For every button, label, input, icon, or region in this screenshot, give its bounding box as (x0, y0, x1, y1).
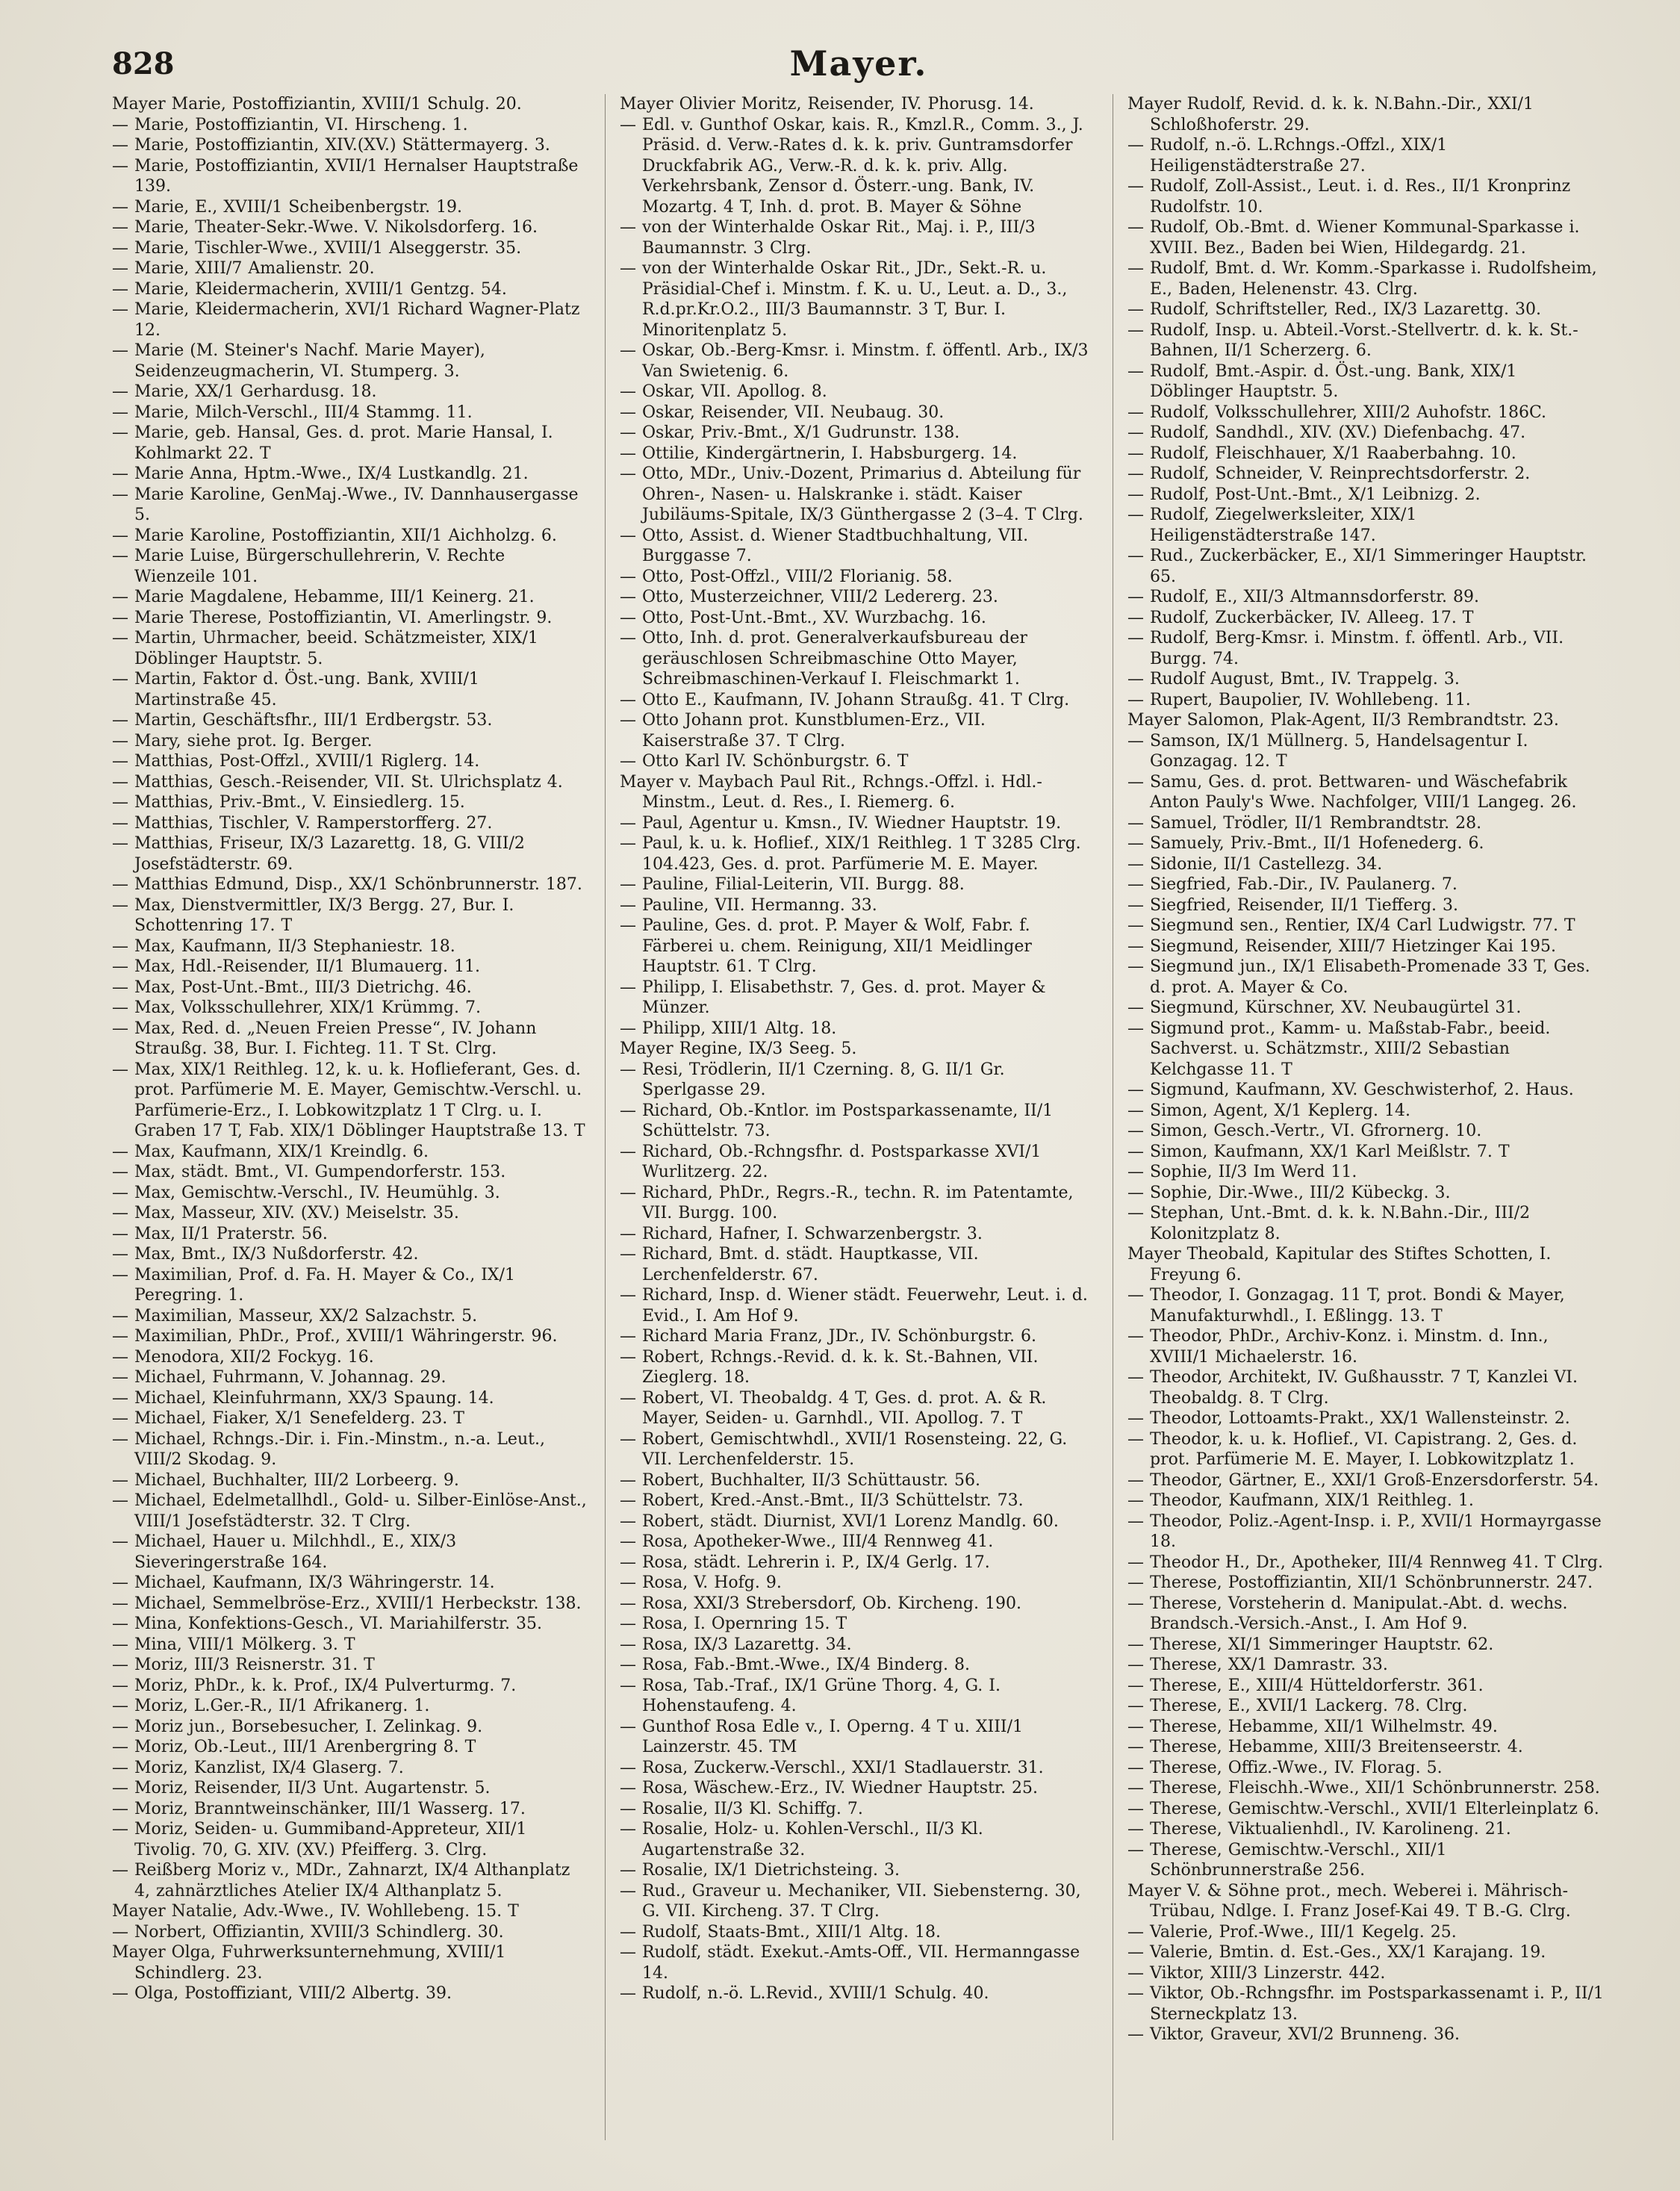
directory-entry: — Theodor, Architekt, IV. Gußhausstr. 7 T, Kanzlei VI. Theobaldg. 8. T Clrg. (1127, 1368, 1578, 1408)
directory-entry: — Rosa, V. Hofg. 9. (620, 1573, 782, 1592)
directory-entry: — Otto Johann prot. Kunstblumen-Erz., VII. Kaiserstraße 37. T Clrg. (620, 711, 986, 750)
directory-entry: — Max, Masseur, XIV. (XV.) Meiselstr. 35. (112, 1204, 459, 1222)
directory-entry: Mayer V. & Söhne prot., mech. Weberei i. Mährisch-Trübau, Ndlge. I. Franz Josef-Kai 49. T B.-G. Clrg. (1127, 1881, 1571, 1921)
directory-entry: — Paul, Agentur u. Kmsn., IV. Wiedner Hauptstr. 19. (620, 813, 1062, 833)
directory-entry: — Rudolf, n.-ö. L.Revid., XVIII/1 Schulg. 40. (620, 1984, 989, 2003)
directory-entry: — Robert, VI. Theobaldg. 4 T, Ges. d. prot. A. & R. Mayer, Seiden- u. Garnhdl., VII. Apollog. 7. T (620, 1388, 1047, 1428)
directory-entry: — Stephan, Unt.-Bmt. d. k. k. N.Bahn.-Dir., III/2 Kolonitzplatz 8. (1127, 1204, 1531, 1243)
directory-entry: — Sigmund prot., Kamm- u. Maßstab-Fabr., beeid. Sachverst. u. Schätzmstr., XIII/2 Sebastian Kelchgasse 11. T (1127, 1019, 1551, 1079)
directory-entry: — Oskar, Reisender, VII. Neubaug. 30. (620, 403, 945, 422)
directory-entry: — Theodor, I. Gonzagag. 11 T, prot. Bondi & Mayer, Manufakturwhdl., I. Eßlingg. 13. T (1127, 1286, 1565, 1326)
page-header (112, 42, 1605, 87)
directory-entry: — Therese, Hebamme, XIII/3 Breitenseerstr. 4. (1127, 1738, 1523, 1756)
directory-entry: — Otto, Post-Offzl., VIII/2 Florianig. 58. (620, 567, 953, 586)
directory-entry: — Therese, Offiz.-Wwe., IV. Florag. 5. (1127, 1758, 1443, 1777)
directory-entry: — Matthias, Priv.-Bmt., V. Einsiedlerg. 15. (112, 793, 465, 812)
directory-entry: — Marie, Theater-Sekr.-Wwe. V. Nikolsdorferg. 16. (112, 218, 538, 237)
directory-entry: — Pauline, Ges. d. prot. P. Mayer & Wolf, Fabr. f. Färberei u. chem. Reinigung, XII/1 Meidlinger Hauptstr. 61. T Clrg. (620, 916, 1032, 976)
directory-entry: — Max, II/1 Praterstr. 56. (112, 1224, 328, 1243)
directory-entry: — Rudolf, Zoll-Assist., Leut. i. d. Res., II/1 Kronprinz Rudolfstr. 10. (1127, 177, 1571, 217)
directory-entry: — Maximilian, Prof. d. Fa. H. Mayer & Co., IX/1 Peregring. 1. (112, 1265, 515, 1305)
directory-entry: — Rudolf, städt. Exekut.-Amts-Off., VII. Hermanngasse 14. (620, 1943, 1080, 1983)
directory-entry: — Marie Therese, Postoffiziantin, VI. Amerlingstr. 9. (112, 608, 553, 627)
directory-entry: — Robert, Buchhalter, II/3 Schüttaustr. 56. (620, 1470, 981, 1490)
directory-entry: — Marie Karoline, GenMaj.-Wwe., IV. Dannhausergasse 5. (112, 485, 579, 524)
directory-entry: — Philipp, I. Elisabethstr. 7, Ges. d. prot. Mayer & Münzer. (620, 978, 1046, 1017)
directory-entry: — Theodor H., Dr., Apotheker, III/4 Rennweg 41. T Clrg. (1127, 1553, 1603, 1572)
directory-entry: — Michael, Fiaker, X/1 Senefelderg. 23. T (112, 1409, 464, 1428)
directory-entry: — Max, Gemischtw.-Verschl., IV. Heumühlg. 3. (112, 1183, 500, 1202)
directory-entry: — Sigmund, Kaufmann, XV. Geschwisterhof, 2. Haus. (1127, 1081, 1574, 1099)
directory-entry: — Michael, Semmelbröse-Erz., XVIII/1 Herbeckstr. 138. (112, 1594, 582, 1613)
directory-entry: — Rudolf, Schriftsteller, Red., IX/3 Lazarettg. 30. (1127, 300, 1541, 319)
directory-entry: — Moriz, L.Ger.-R., II/1 Afrikanerg. 1. (112, 1697, 430, 1715)
directory-entry: — Mary, siehe prot. Ig. Berger. (112, 731, 373, 750)
directory-entry: — Theodor, PhDr., Archiv-Konz. i. Minstm. d. Inn., XVIII/1 Michaelerstr. 16. (1127, 1327, 1549, 1367)
directory-entry: — Olga, Postoffiziant, VIII/2 Albertg. 39. (112, 1984, 452, 2003)
directory-entry: — Martin, Uhrmacher, beeid. Schätzmeister, XIX/1 Döblinger Hauptstr. 5. (112, 629, 538, 668)
directory-entry: — Rudolf, Schneider, V. Reinprechtsdorferstr. 2. (1127, 464, 1531, 483)
directory-entry: — von der Winterhalde Oskar Rit., JDr., Sekt.-R. u. Präsidial-Chef i. Minstm. f. K. u. U., Leut. a. D., 3., R.d.pr.Kr.O.2., III/3 Baumannstr. 3 T, Bur. I. Minoritenplatz 5. (620, 259, 1068, 340)
directory-entry: — Marie, Kleidermacherin, XVIII/1 Gentzg. 54. (112, 279, 507, 299)
directory-entry: — Rosa, IX/3 Lazarettg. 34. (620, 1635, 852, 1654)
directory-entry: — Mina, VIII/1 Mölkerg. 3. T (112, 1635, 355, 1654)
directory-entry: — Michael, Rchngs.-Dir. i. Fin.-Minstm., n.-a. Leut., VIII/2 Skodag. 9. (112, 1429, 545, 1469)
directory-entry: — Rud., Zuckerbäcker, E., XI/1 Simmeringer Hauptstr. 65. (1127, 547, 1587, 586)
directory-entry: — Simon, Kaufmann, XX/1 Karl Meißlstr. 7. T (1127, 1142, 1510, 1161)
directory-entry: — Moriz, Branntweinschänker, III/1 Wasserg. 17. (112, 1799, 526, 1818)
directory-entry: — Samuely, Priv.-Bmt., II/1 Hofenederg. 6. (1127, 834, 1484, 853)
directory-entry: — Marie Luise, Bürgerschullehrerin, V. Rechte Wienzeile 101. (112, 547, 505, 586)
directory-entry: — Pauline, Filial-Leiterin, VII. Burgg. 88. (620, 875, 965, 894)
directory-entry: — Therese, Gemischtw.-Verschl., XII/1 Schönbrunnerstraße 256. (1127, 1840, 1447, 1880)
directory-entry: — Rosa, Wäschew.-Erz., IV. Wiedner Hauptstr. 25. (620, 1779, 1038, 1797)
directory-entry: — Rosa, Zuckerw.-Verschl., XXI/1 Stadlauerstr. 31. (620, 1758, 1044, 1777)
entry-columns (112, 94, 1605, 2140)
directory-entry: — Rudolf, Staats-Bmt., XIII/1 Altg. 18. (620, 1922, 941, 1942)
directory-entry: — Marie, XX/1 Gerhardusg. 18. (112, 382, 377, 401)
directory-entry: — Rud., Graveur u. Mechaniker, VII. Siebensterng. 30, G. VII. Kircheng. 37. T Clrg. (620, 1881, 1081, 1921)
directory-entry: Mayer Rudolf, Revid. d. k. k. N.Bahn.-Dir., XXI/1 Schloßhoferstr. 29. (1127, 95, 1534, 134)
directory-entry: — Max, Bmt., IX/3 Nußdorferstr. 42. (112, 1245, 419, 1264)
directory-entry: — Siegmund, Reisender, XIII/7 Hietzinger Kai 195. (1127, 936, 1556, 956)
directory-entry: Mayer Marie, Postoffiziantin, XVIII/1 Schulg. 20. (112, 95, 522, 114)
directory-entry: — Marie, Tischler-Wwe., XVIII/1 Alseggerstr. 35. (112, 238, 522, 258)
directory-entry: — Marie Karoline, Postoffiziantin, XII/1 Aichholzg. 6. (112, 526, 557, 545)
directory-entry: — Rudolf, Zuckerbäcker, IV. Alleeg. 17. T (1127, 608, 1474, 627)
directory-entry: — Simon, Gesch.-Vertr., VI. Gfrornerg. 10. (1127, 1122, 1482, 1140)
directory-entry: — Siegfried, Reisender, II/1 Tiefferg. 3. (1127, 895, 1459, 915)
directory-entry: — Moriz, PhDr., k. k. Prof., IX/4 Pulverturmg. 7. (112, 1676, 517, 1695)
directory-entry: — Marie (M. Steiner's Nachf. Marie Mayer), Seidenzeugmacherin, VI. Stumperg. 3. (112, 341, 485, 381)
directory-entry: — Rosa, Tab.-Traf., IX/1 Grüne Thorg. 4, G. I. Hohenstaufeng. 4. (620, 1676, 1001, 1715)
directory-entry: — Samson, IX/1 Müllnerg. 5, Handelsagentur I. Gonzagag. 12. T (1127, 731, 1528, 771)
directory-entry: — Gunthof Rosa Edle v., I. Operng. 4 T u. XIII/1 Lainzerstr. 45. TM (620, 1717, 1024, 1756)
directory-entry: — Rudolf, Bmt. d. Wr. Komm.-Sparkasse i. Rudolfsheim, E., Baden, Helenenstr. 43. Clrg. (1127, 259, 1597, 299)
directory-entry: — Martin, Geschäftsfhr., III/1 Erdbergstr. 53. (112, 711, 493, 730)
directory-entry: — Robert, Kred.-Anst.-Bmt., II/3 Schüttelstr. 73. (620, 1491, 1024, 1510)
directory-entry: — Max, Hdl.-Reisender, II/1 Blumauerg. 11. (112, 957, 480, 976)
directory-entry: — Richard, Ob.-Rchngsfhr. d. Postsparkasse XVI/1 Wurlitzerg. 22. (620, 1142, 1042, 1181)
column-divider (605, 94, 606, 2140)
directory-entry: Mayer Theobald, Kapitular des Stiftes Schotten, I. Freyung 6. (1127, 1245, 1552, 1284)
directory-entry: — Otto, Inh. d. prot. Generalverkaufsbureau der geräuschlosen Schreibmaschine Otto Mayer, Schreibmaschinen-Verkauf I. Fleischmarkt 1. (620, 629, 1027, 689)
directory-entry: — Max, Red. d. „Neuen Freien Presse“, IV. Johann Straußg. 38, Bur. I. Fichteg. 11. T St. Clrg. (112, 1019, 537, 1058)
directory-entry: — Maximilian, Masseur, XX/2 Salzachstr. 5. (112, 1306, 478, 1326)
directory-entry: — Oskar, Ob.-Berg-Kmsr. i. Minstm. f. öffentl. Arb., IX/3 Van Swietenig. 6. (620, 341, 1089, 381)
directory-entry: — Marie, Kleidermacherin, XVI/1 Richard Wagner-Platz 12. (112, 300, 580, 340)
directory-entry: — Max, städt. Bmt., VI. Gumpendorferstr. 153. (112, 1163, 506, 1181)
directory-entry: — Otto, MDr., Univ.-Dozent, Primarius d. Abteilung für Ohren-, Nasen- u. Halskranke i. städt. Kaiser Jubiläums-Spitale, IX/3 Günthergasse 2 (3–4. T Clrg. (620, 464, 1083, 524)
directory-entry: — Siegmund sen., Rentier, IX/4 Carl Ludwigstr. 77. T (1127, 916, 1575, 935)
directory-entry: — Richard, PhDr., Regrs.-R., techn. R. im Patentamte, VII. Burgg. 100. (620, 1183, 1074, 1222)
directory-entry: — Resi, Trödlerin, II/1 Czerning. 8, G. II/1 Gr. Sperlgasse 29. (620, 1060, 1005, 1099)
directory-entry: — Max, Dienstvermittler, IX/3 Bergg. 27, Bur. I. Schottenring 17. T (112, 895, 514, 935)
directory-entry: — Marie Anna, Hptm.-Wwe., IX/4 Lustkandlg. 21. (112, 464, 529, 483)
directory-entry: — Moriz, Kanzlist, IX/4 Glaserg. 7. (112, 1758, 404, 1777)
directory-entry: — Rudolf, Post-Unt.-Bmt., X/1 Leibnizg. 2. (1127, 485, 1481, 504)
directory-entry: — Norbert, Offiziantin, XVIII/3 Schindlerg. 30. (112, 1922, 504, 1942)
directory-entry: — Robert, städt. Diurnist, XVI/1 Lorenz Mandlg. 60. (620, 1511, 1059, 1531)
directory-entry: — Rudolf, E., XII/3 Altmannsdorferstr. 89. (1127, 588, 1480, 606)
directory-entry: — Edl. v. Gunthof Oskar, kais. R., Kmzl.R., Comm. 3., J. Präsid. d. Verw.-Rates d. k. k. priv. Guntramsdorfer Druckfabrik AG., Verw.-R. d. k. k. priv. Allg. Verkehrsbank, Zensor d. Österr.-ung. Bank, IV. Mozartg. 4 T, Inh. d. prot. B. Mayer & Söhne (620, 115, 1083, 217)
directory-entry: — Valerie, Prof.-Wwe., III/1 Kegelg. 25. (1127, 1922, 1457, 1942)
directory-entry: — Rudolf, Bmt.-Aspir. d. Öst.-ung. Bank, XIX/1 Döblinger Hauptstr. 5. (1127, 361, 1517, 401)
directory-entry: — Therese, XI/1 Simmeringer Hauptstr. 62. (1127, 1635, 1494, 1654)
directory-entry: — Richard, Insp. d. Wiener städt. Feuerwehr, Leut. i. d. Evid., I. Am Hof 9. (620, 1286, 1088, 1326)
directory-entry: — Rosalie, IX/1 Dietrichsteing. 3. (620, 1861, 900, 1880)
directory-entry: — Oskar, VII. Apollog. 8. (620, 382, 827, 401)
column-2 (620, 94, 1098, 2140)
directory-entry: — Rosa, Apotheker-Wwe., III/4 Rennweg 41. (620, 1532, 994, 1551)
directory-entry: — Michael, Fuhrmann, V. Johannag. 29. (112, 1368, 447, 1387)
directory-entry: — Marie, geb. Hansal, Ges. d. prot. Marie Hansal, I. Kohlmarkt 22. T (112, 423, 553, 463)
directory-entry: — Samuel, Trödler, II/1 Rembrandtstr. 28. (1127, 813, 1482, 833)
directory-entry: — Viktor, Graveur, XVI/2 Brunneng. 36. (1127, 2025, 1460, 2044)
directory-entry: — Rudolf, Insp. u. Abteil.-Vorst.-Stellvertr. d. k. k. St.-Bahnen, II/1 Scherzerg. 6. (1127, 320, 1578, 360)
directory-entry: — Rosa, XXI/3 Strebersdorf, Ob. Kircheng. 190. (620, 1594, 1021, 1613)
directory-entry: — Rupert, Baupolier, IV. Wohllebeng. 11. (1127, 690, 1471, 709)
directory-entry: — Matthias, Friseur, IX/3 Lazarettg. 18, G. VIII/2 Josefstädterstr. 69. (112, 834, 525, 874)
directory-entry: — Richard, Ob.-Kntlor. im Postsparkassenamte, II/1 Schüttelstr. 73. (620, 1101, 1054, 1140)
directory-entry: — Moriz, III/3 Reisnerstr. 31. T (112, 1656, 375, 1674)
directory-entry: — Moriz, Seiden- u. Gummiband-Appreteur, XII/1 Tivolig. 70, G. XIV. (XV.) Pfeifferg. 3. Clrg. (112, 1820, 527, 1859)
directory-entry: — Sidonie, II/1 Castellezg. 34. (1127, 854, 1383, 874)
directory-entry: — Therese, Gemischtw.-Verschl., XVII/1 Elterleinplatz 6. (1127, 1799, 1599, 1818)
directory-entry: — Therese, XX/1 Damrastr. 33. (1127, 1656, 1388, 1674)
directory-entry: — Therese, Viktualienhdl., IV. Karolineng. 21. (1127, 1820, 1511, 1839)
directory-entry: — Samu, Ges. d. prot. Bettwaren- und Wäschefabrik Anton Pauly's Wwe. Nachfolger, VIII/1 Langeg. 26. (1127, 772, 1577, 812)
directory-entry: — Max, Volksschullehrer, XIX/1 Krümmg. 7. (112, 998, 481, 1017)
directory-entry: — Otto, Assist. d. Wiener Stadtbuchhaltung, VII. Burggasse 7. (620, 526, 1029, 565)
directory-entry: — Michael, Hauer u. Milchhdl., E., XIX/3 Sieveringerstraße 164. (112, 1532, 457, 1572)
directory-entry: — Moriz jun., Borsebesucher, I. Zelinkag. 9. (112, 1717, 483, 1736)
directory-entry: — Michael, Buchhalter, III/2 Lorbeerg. 9. (112, 1470, 459, 1490)
directory-entry: — Matthias, Gesch.-Reisender, VII. St. Ulrichsplatz 4. (112, 772, 563, 792)
directory-entry: — Max, Post-Unt.-Bmt., III/3 Dietrichg. 46. (112, 978, 472, 997)
directory-entry: — Theodor, Lottoamts-Prakt., XX/1 Wallensteinstr. 2. (1127, 1409, 1570, 1428)
directory-entry: — Otto, Post-Unt.-Bmt., XV. Wurzbachg. 16. (620, 608, 986, 627)
directory-entry: — Siegmund, Kürschner, XV. Neubaugürtel 31. (1127, 998, 1522, 1017)
directory-entry: — Philipp, XIII/1 Altg. 18. (620, 1019, 837, 1038)
directory-entry: — Paul, k. u. k. Hoflief., XIX/1 Reithleg. 1 T 3285 Clrg. 104.423, Ges. d. prot. Parfümerie M. E. Mayer. (620, 834, 1081, 874)
directory-entry: — Siegfried, Fab.-Dir., IV. Paulanerg. 7. (1127, 875, 1457, 894)
directory-entry: — Therese, Hebamme, XII/1 Wilhelmstr. 49. (1127, 1717, 1498, 1736)
directory-entry: — Marie, Postoffiziantin, XIV.(XV.) Stättermayerg. 3. (112, 136, 550, 155)
directory-entry: — Robert, Rchngs.-Revid. d. k. k. St.-Bahnen, VII. Zieglerg. 18. (620, 1347, 1039, 1387)
directory-entry: — Menodora, XII/2 Fockyg. 16. (112, 1347, 374, 1367)
directory-entry: — Michael, Kaufmann, IX/3 Währingerstr. 14. (112, 1573, 495, 1592)
directory-entry: — Otto Karl IV. Schönburgstr. 6. T (620, 752, 909, 771)
directory-entry: — Moriz, Ob.-Leut., III/1 Arenbergring 8. T (112, 1738, 476, 1756)
directory-entry: — Rosa, Fab.-Bmt.-Wwe., IX/4 Binderg. 8. (620, 1656, 970, 1674)
directory-entry: — Sophie, II/3 Im Werd 11. (1127, 1163, 1357, 1181)
directory-entry: — Mina, Konfektions-Gesch., VI. Mariahilferstr. 35. (112, 1614, 542, 1633)
directory-entry: — Marie, XIII/7 Amalienstr. 20. (112, 259, 375, 278)
column-1 (112, 94, 590, 2140)
directory-entry: — Therese, E., XIII/4 Hütteldorferstr. 361. (1127, 1676, 1484, 1695)
directory-entry: — Therese, Vorsteherin d. Manipulat.-Abt. d. wechs. Brandsch.-Versich.-Anst., I. Am Hof 9. (1127, 1594, 1568, 1633)
directory-entry: — Marie Magdalene, Hebamme, III/1 Keinerg. 21. (112, 588, 535, 606)
directory-entry: — Max, Kaufmann, II/3 Stephaniestr. 18. (112, 936, 455, 956)
directory-entry: — Michael, Kleinfuhrmann, XX/3 Spaung. 14. (112, 1388, 494, 1408)
directory-entry: — Rudolf, Fleischhauer, X/1 Raaberbahng. 10. (1127, 444, 1516, 463)
directory-entry: — Otto E., Kaufmann, IV. Johann Straußg. 41. T Clrg. (620, 690, 1070, 709)
directory-entry: — Marie, Postoffiziantin, XVII/1 Hernalser Hauptstraße 139. (112, 156, 579, 196)
directory-entry: Mayer Regine, IX/3 Seeg. 5. (620, 1039, 857, 1058)
directory-entry: — Richard, Hafner, I. Schwarzenbergstr. 3. (620, 1224, 983, 1243)
directory-entry: — Simon, Agent, X/1 Keplerg. 14. (1127, 1101, 1410, 1120)
directory-entry: — Marie, Milch-Verschl., III/4 Stammg. 11. (112, 403, 473, 422)
directory-entry: — Max, Kaufmann, XIX/1 Kreindlg. 6. (112, 1142, 429, 1161)
directory-entry: — Theodor, Gärtner, E., XXI/1 Groß-Enzersdorferstr. 54. (1127, 1470, 1599, 1490)
directory-entry: — Therese, Postoffiziantin, XII/1 Schönbrunnerstr. 247. (1127, 1573, 1593, 1592)
directory-entry: — Matthias Edmund, Disp., XX/1 Schönbrunnerstr. 187. (112, 875, 582, 894)
directory-entry: — Valerie, Bmtin. d. Est.-Ges., XX/1 Karajang. 19. (1127, 1943, 1546, 1962)
directory-entry: — Max, XIX/1 Reithleg. 12, k. u. k. Hoflieferant, Ges. d. prot. Parfümerie M. E. Mayer, Gemischtw.-Verschl. u. Parfümerie-Erz., I. Lobkowitzplatz 1 T Clrg. u. I. Graben 17 T, Fab. XIX/1 Döblinger Hauptstraße 13. T (112, 1060, 585, 1140)
directory-entry: — Rosalie, Holz- u. Kohlen-Verschl., II/3 Kl. Augartenstraße 32. (620, 1820, 983, 1859)
directory-entry: — Moriz, Reisender, II/3 Unt. Augartenstr. 5. (112, 1779, 491, 1797)
directory-entry: — Marie, Postoffiziantin, VI. Hirscheng. 1. (112, 115, 468, 134)
directory-entry: Mayer Salomon, Plak-Agent, II/3 Rembrandtstr. 23. (1127, 711, 1559, 730)
directory-entry: — Therese, Fleischh.-Wwe., XII/1 Schönbrunnerstr. 258. (1127, 1779, 1600, 1797)
directory-entry: — Therese, E., XVII/1 Lackerg. 78. Clrg. (1127, 1697, 1468, 1715)
directory-entry: — Viktor, Ob.-Rchngsfhr. im Postsparkassenamt i. P., II/1 Sterneckplatz 13. (1127, 1984, 1604, 2024)
directory-entry: — Theodor, Kaufmann, XIX/1 Reithleg. 1. (1127, 1491, 1474, 1510)
directory-entry: — Oskar, Priv.-Bmt., X/1 Gudrunstr. 138. (620, 423, 960, 442)
page-number: 828 (112, 46, 175, 81)
directory-entry: Mayer v. Maybach Paul Rit., Rchngs.-Offzl. i. Hdl.-Minstm., Leut. d. Res., I. Riemerg. 6. (620, 772, 1042, 812)
directory-entry: — Sophie, Dir.-Wwe., III/2 Kübeckg. 3. (1127, 1183, 1451, 1202)
directory-entry: — Matthias, Tischler, V. Ramperstorfferg. 27. (112, 813, 493, 833)
directory-entry: — Ottilie, Kindergärtnerin, I. Habsburgerg. 14. (620, 444, 1018, 463)
directory-entry: — Rudolf, Ob.-Bmt. d. Wiener Kommunal-Sparkasse i. XVIII. Bez., Baden bei Wien, Hildegardg. 21. (1127, 218, 1580, 258)
directory-entry: — Martin, Faktor d. Öst.-ung. Bank, XVIII/1 Martinstraße 45. (112, 670, 479, 709)
directory-entry: — Michael, Edelmetallhdl., Gold- u. Silber-Einlöse-Anst., VIII/1 Josefstädterstr. 32. T Clrg. (112, 1491, 587, 1531)
directory-entry: — Matthias, Post-Offzl., XVIII/1 Riglerg. 14. (112, 752, 480, 771)
directory-entry: — Siegmund jun., IX/1 Elisabeth-Promenade 33 T, Ges. d. prot. A. Mayer & Co. (1127, 957, 1590, 997)
directory-entry: — Rudolf August, Bmt., IV. Trappelg. 3. (1127, 670, 1460, 689)
directory-entry: — Reißberg Moriz v., MDr., Zahnarzt, IX/4 Althanplatz 4, zahnärztliches Atelier IX/4 Althanplatz 5. (112, 1861, 570, 1901)
directory-entry: — Rudolf, Sandhdl., XIV. (XV.) Diefenbachg. 47. (1127, 423, 1526, 442)
directory-entry: — Robert, Gemischtwhdl., XVII/1 Rosensteing. 22, G. VII. Lerchenfelderstr. 15. (620, 1429, 1068, 1469)
column-3 (1127, 94, 1605, 2140)
directory-entry: — Maximilian, PhDr., Prof., XVIII/1 Währingerstr. 96. (112, 1327, 558, 1346)
directory-entry: — Richard, Bmt. d. städt. Hauptkasse, VII. Lerchenfelderstr. 67. (620, 1245, 979, 1284)
directory-entry: — Rudolf, Berg-Kmsr. i. Minstm. f. öffentl. Arb., VII. Burgg. 74. (1127, 629, 1564, 668)
directory-entry: — Pauline, VII. Hermanng. 33. (620, 895, 877, 915)
directory-entry: — Richard Maria Franz, JDr., IV. Schönburgstr. 6. (620, 1327, 1037, 1346)
directory-entry: — Rudolf, Ziegelwerksleiter, XIX/1 Heiligenstädterstraße 147. (1127, 506, 1417, 545)
directory-entry: — Viktor, XIII/3 Linzerstr. 442. (1127, 1963, 1386, 1983)
directory-entry: — Otto, Musterzeichner, VIII/2 Ledererg. 23. (620, 588, 998, 606)
directory-entry: — Rosa, städt. Lehrerin i. P., IX/4 Gerlg. 17. (620, 1553, 990, 1572)
directory-entry: Mayer Natalie, Adv.-Wwe., IV. Wohllebeng. 15. T (112, 1902, 519, 1921)
directory-entry: — Rudolf, n.-ö. L.Rchngs.-Offzl., XIX/1 Heiligenstädterstraße 27. (1127, 136, 1448, 175)
running-head: Mayer. (789, 43, 928, 84)
directory-entry: Mayer Olivier Moritz, Reisender, IV. Phorusg. 14. (620, 95, 1034, 114)
directory-entry: Mayer Olga, Fuhrwerksunternehmung, XVIII/1 Schindlerg. 23. (112, 1943, 506, 1983)
directory-entry: — Theodor, k. u. k. Hoflief., VI. Capistrang. 2, Ges. d. prot. Parfümerie M. E. Mayer, I. Lobkowitzplatz 1. (1127, 1429, 1578, 1469)
directory-entry: — Rudolf, Volksschullehrer, XIII/2 Auhofstr. 186C. (1127, 403, 1547, 422)
directory-entry: — Rosa, I. Opernring 15. T (620, 1614, 847, 1633)
directory-entry: — von der Winterhalde Oskar Rit., Maj. i. P., III/3 Baumannstr. 3 Clrg. (620, 218, 1036, 258)
directory-entry: — Marie, E., XVIII/1 Scheibenbergstr. 19. (112, 197, 463, 217)
directory-entry: — Theodor, Poliz.-Agent-Insp. i. P., XVII/1 Hormayrgasse 18. (1127, 1511, 1602, 1551)
directory-entry: — Rosalie, II/3 Kl. Schiffg. 7. (620, 1799, 863, 1818)
